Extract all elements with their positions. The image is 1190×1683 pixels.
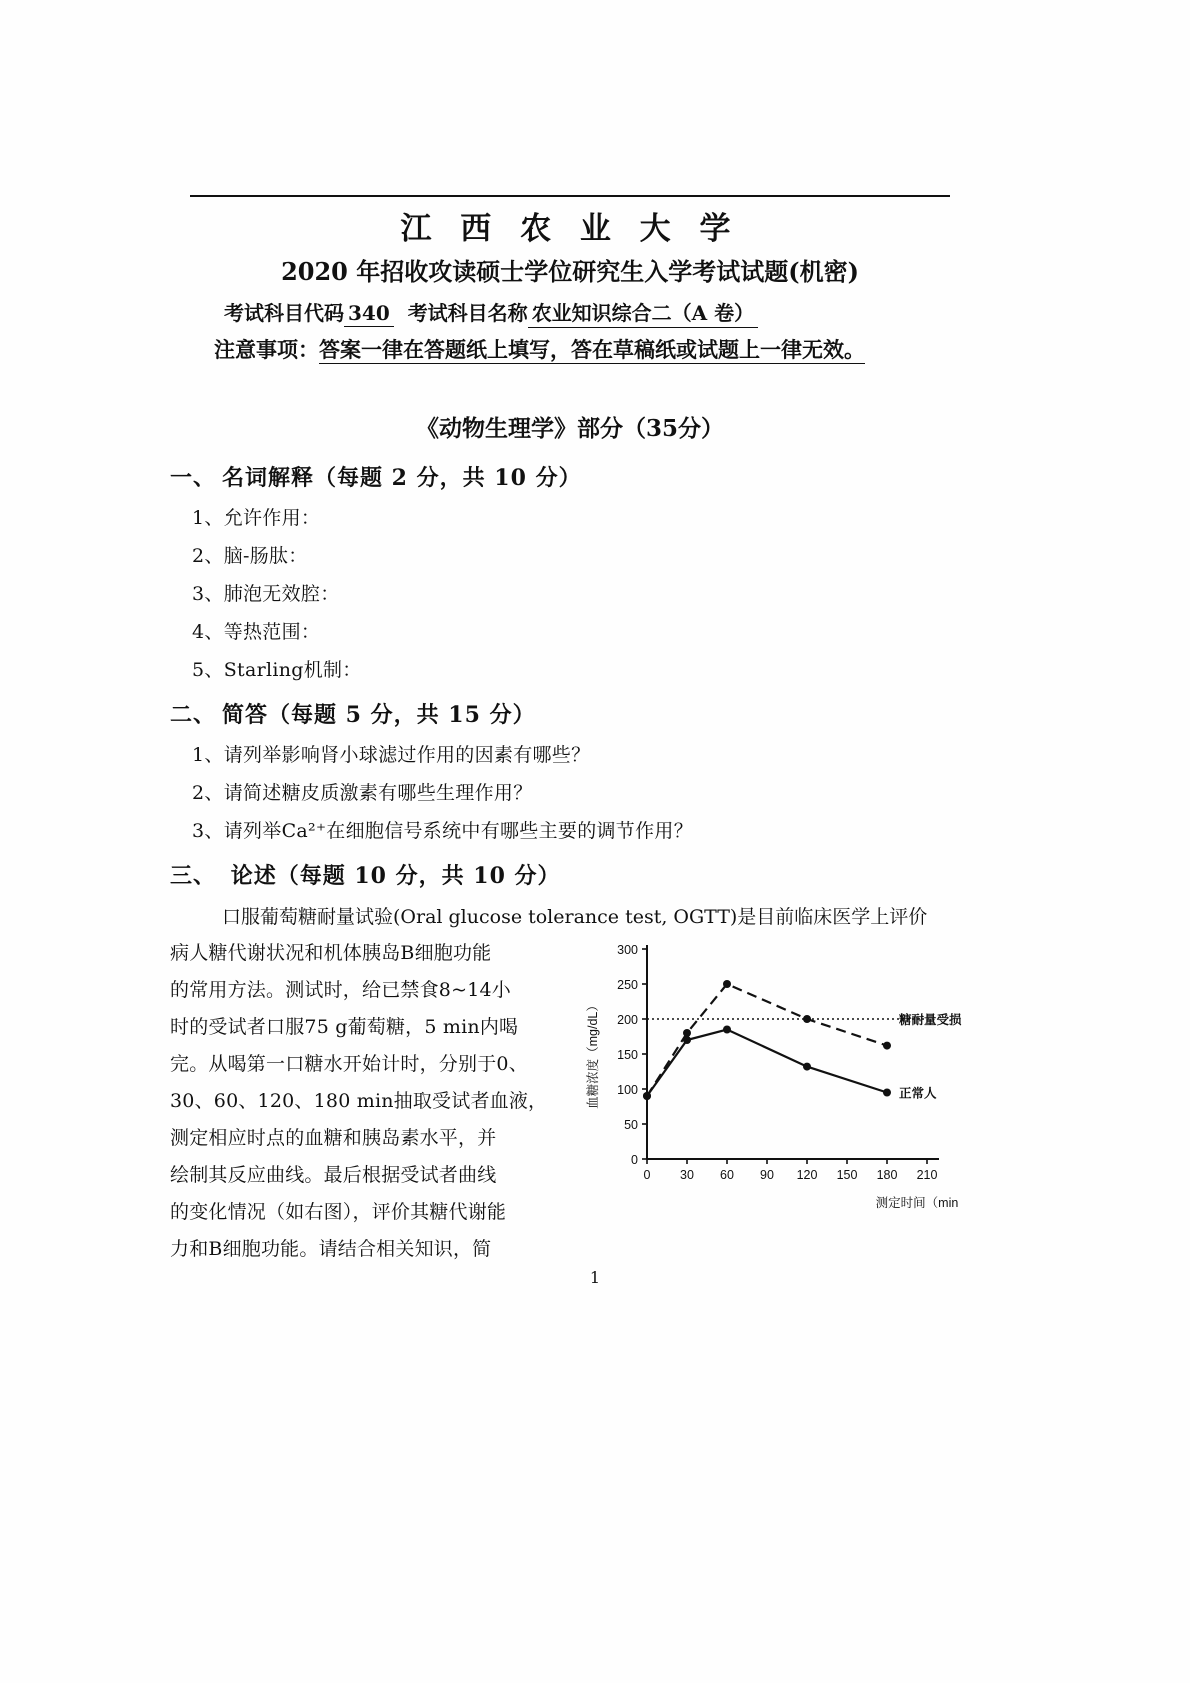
part3-body-text xyxy=(170,935,560,1268)
list-item: 1、请列举影响肾小球滤过作用的因素有哪些？ xyxy=(192,744,591,766)
list-item: 4、等热范围： xyxy=(192,621,321,643)
notice-line xyxy=(214,334,970,364)
section-title: 《动物生理学》部分（35分） xyxy=(415,415,724,442)
ogtt-chart xyxy=(575,931,975,1221)
part3-lead-text: 口服葡萄糖耐量试验(Oral glucose tolerance test, OGTT)是目前临床医学上评价 xyxy=(222,906,928,928)
x-axis-label: 测定时间（min xyxy=(875,1196,959,1210)
body-line: 30、60、120、180 min抽取受试者血液， xyxy=(170,1090,548,1113)
notice-text: 答案一律在答题纸上填写，答在草稿纸或试题上一律无效。 xyxy=(319,337,865,362)
part2-number: 二、 xyxy=(170,702,217,728)
list-item: 1、允许作用： xyxy=(192,507,321,529)
subject-code-label: 考试科目代码 xyxy=(224,301,344,325)
subject-code-value: 340 xyxy=(344,301,394,327)
x-tick-label: 150 xyxy=(836,1168,858,1182)
notice-label: 注意事项： xyxy=(214,337,319,362)
body-line: 完。从喝第一口糖水开始计时，分别于0、 xyxy=(170,1053,528,1076)
list-item: 3、肺泡无效腔： xyxy=(192,583,340,605)
x-tick-label: 120 xyxy=(796,1168,818,1182)
part1-title: 名词解释（每题 2 分，共 10 分） xyxy=(222,465,582,491)
y-tick-label: 0 xyxy=(631,1153,638,1167)
body-line: 时的受试者口服75 g葡萄糖，5 min内喝 xyxy=(170,1016,519,1039)
exam-title: 2020 年招收攻读硕士学位研究生入学考试试题(机密) xyxy=(281,257,859,286)
part2-title: 简答（每题 5 分，共 15 分） xyxy=(222,702,536,728)
series-annotation: 糖耐量受损 xyxy=(899,1013,962,1027)
y-tick-label: 150 xyxy=(617,1048,638,1062)
header-divider xyxy=(190,195,950,197)
body-line: 的变化情况（如右图），评价其糖代谢能 xyxy=(170,1201,507,1224)
body-line: 绘制其反应曲线。最后根据受试者曲线 xyxy=(170,1164,497,1187)
list-item: 5、Starling机制： xyxy=(192,659,362,681)
y-tick-label: 250 xyxy=(617,978,638,992)
chart-svg xyxy=(575,931,975,1221)
body-line: 测定相应时点的血糖和胰岛素水平，并 xyxy=(170,1127,497,1150)
part3-body-and-figure xyxy=(170,935,970,1268)
y-tick-label: 50 xyxy=(624,1118,638,1132)
data-point xyxy=(643,1092,651,1100)
body-line: 力和B细胞功能。请结合相关知识，简 xyxy=(170,1238,492,1261)
data-point xyxy=(683,1029,691,1037)
paper-sheet xyxy=(170,195,970,1268)
part3-heading xyxy=(170,859,970,890)
data-point xyxy=(723,980,731,988)
x-tick-label: 210 xyxy=(916,1168,938,1182)
subject-name-value: 农业知识综合二（A 卷） xyxy=(528,297,758,328)
x-tick-label: 60 xyxy=(720,1168,734,1182)
subject-name-label: 考试科目名称 xyxy=(407,301,528,325)
y-axis-label: 血糖浓度（mg/dL） xyxy=(586,999,600,1109)
data-point xyxy=(723,1026,731,1034)
part3-title: 论述（每题 10 分，共 10 分） xyxy=(230,863,561,889)
university-title: 江 西 农 业 大 学 xyxy=(400,211,740,247)
x-tick-label: 180 xyxy=(876,1168,898,1182)
part1-number: 一、 xyxy=(170,465,217,491)
part2-heading xyxy=(170,698,970,729)
data-point xyxy=(803,1063,811,1071)
y-tick-label: 100 xyxy=(617,1083,638,1097)
list-item: 2、请简述糖皮质激素有哪些生理作用？ xyxy=(192,782,533,804)
x-tick-label: 90 xyxy=(760,1168,774,1182)
list-item: 2、脑-肠肽： xyxy=(192,545,308,567)
x-tick-label: 0 xyxy=(643,1168,651,1182)
data-point xyxy=(883,1042,891,1050)
part1-heading xyxy=(170,461,970,492)
y-tick-label: 200 xyxy=(617,1013,638,1027)
part3-number: 三、 xyxy=(170,863,217,889)
body-line: 的常用方法。测试时，给已禁食8~14小 xyxy=(170,979,511,1002)
list-item: 3、请列举Ca²⁺在细胞信号系统中有哪些主要的调节作用？ xyxy=(192,820,694,842)
body-line: 病人糖代谢状况和机体胰岛B细胞功能 xyxy=(170,942,492,964)
data-point xyxy=(683,1036,691,1044)
series-annotation: 正常人 xyxy=(899,1086,937,1101)
page-number: 1 xyxy=(589,1268,601,1287)
x-tick-label: 30 xyxy=(680,1168,694,1182)
data-point xyxy=(803,1015,811,1023)
subject-line xyxy=(224,297,970,328)
data-point xyxy=(883,1089,891,1097)
y-tick-label: 300 xyxy=(617,943,638,957)
